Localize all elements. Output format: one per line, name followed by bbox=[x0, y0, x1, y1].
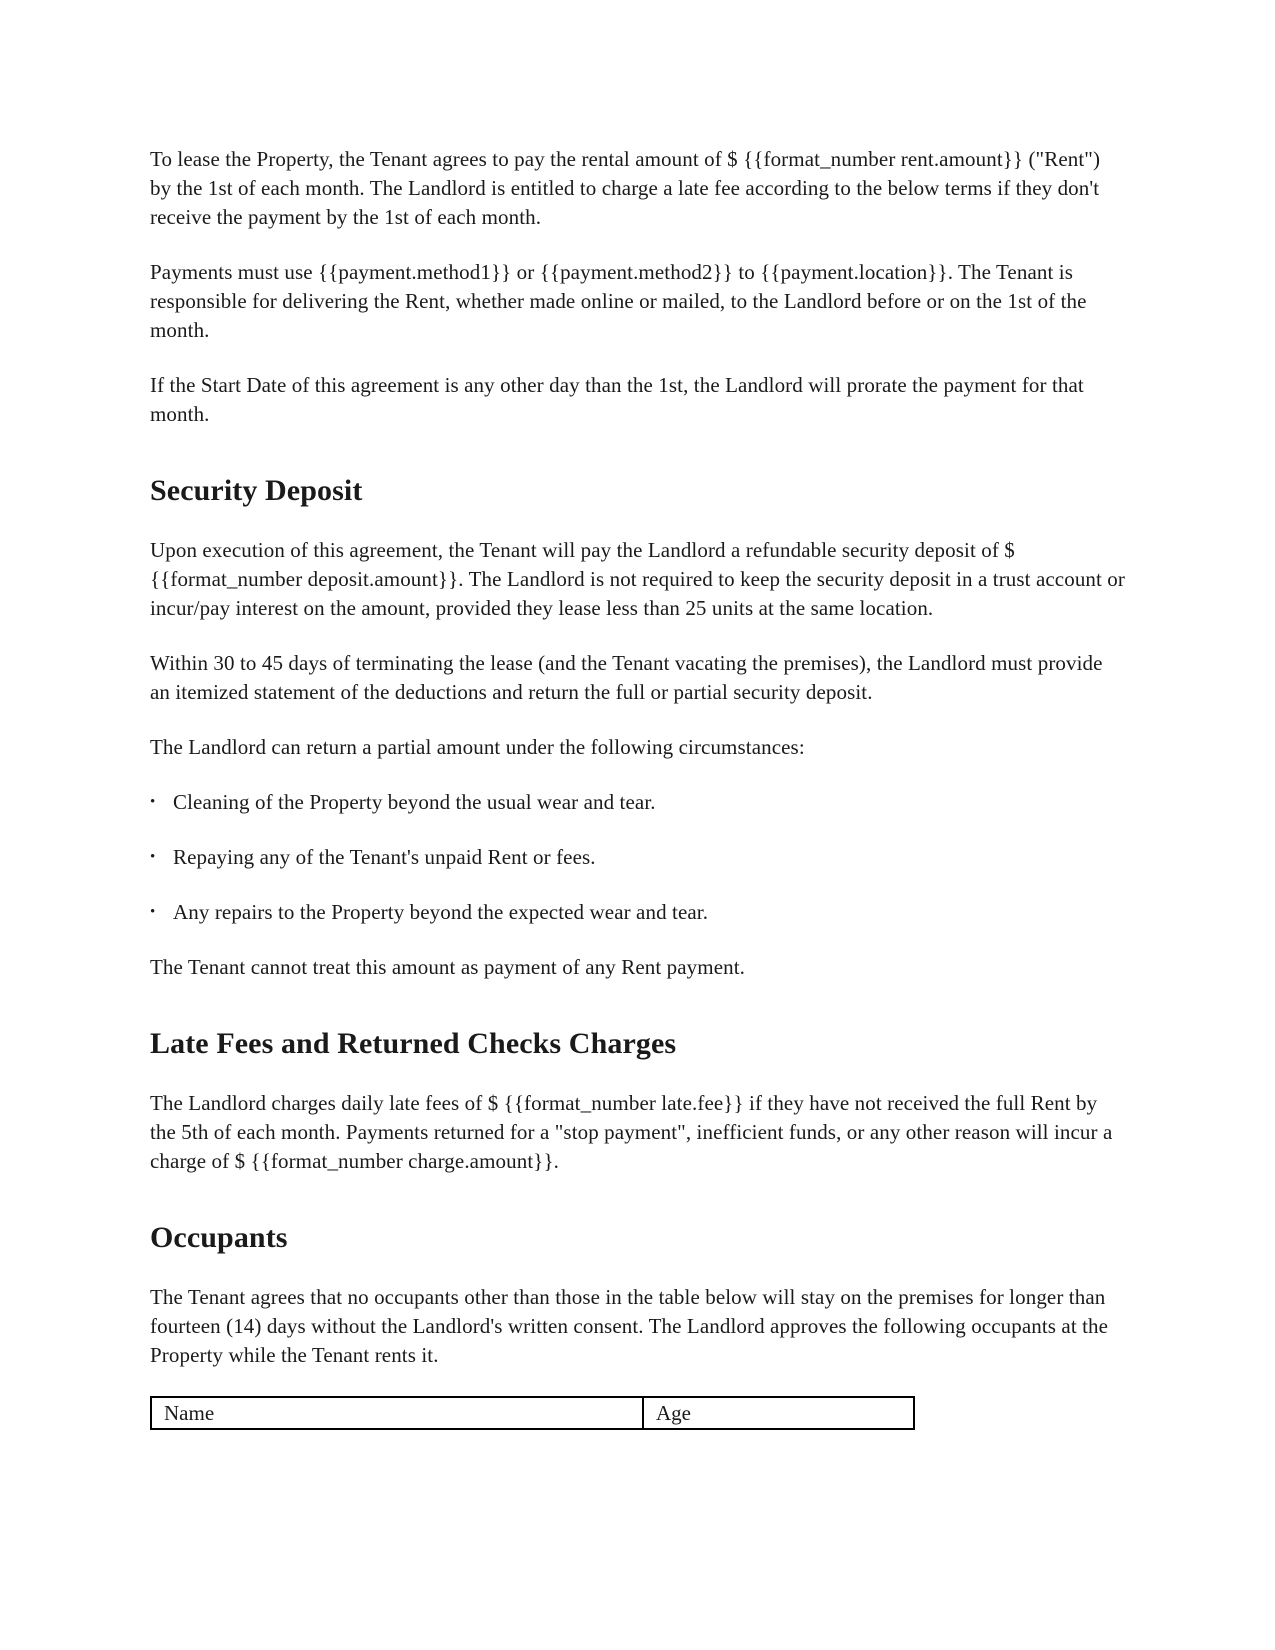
paragraph: Upon execution of this agreement, the Tenant will pay the Landlord a refundable security deposit of $ {{format_number deposit.amount}}. The Landlord is not required to keep the security deposit in a trust account or incur/pay interest on the amount, provided they lease less than 25 units at the same location. bbox=[150, 538, 1125, 620]
table-header-cell-name: Name bbox=[151, 1397, 643, 1429]
section-heading: Late Fees and Returned Checks Charges bbox=[150, 1027, 677, 1060]
document-content bbox=[150, 145, 1125, 1430]
bullet-text: Cleaning of the Property beyond the usual wear and tear. bbox=[173, 790, 656, 814]
paragraph: Payments must use {{payment.method1}} or {{payment.method2}} to {{payment.location}}. The Tenant is responsible for delivering the Rent, whether made online or mailed, to the Landlord before or on the 1st of the month. bbox=[150, 260, 1087, 342]
section-heading: Occupants bbox=[150, 1221, 288, 1254]
paragraph: Within 30 to 45 days of terminating the lease (and the Tenant vacating the premises), the Landlord must provide an itemized statement of the deductions and return the full or partial security deposit. bbox=[150, 651, 1103, 704]
paragraph: The Landlord can return a partial amount under the following circumstances: bbox=[150, 735, 805, 759]
paragraph: The Landlord charges daily late fees of $ {{format_number late.fee}} if they have not received the full Rent by the 5th of each month. Payments returned for a "stop payment", inefficient funds, or any other reason will incur a charge of $ {{format_number charge.amount}}. bbox=[150, 1091, 1113, 1173]
section-heading: Security Deposit bbox=[150, 474, 363, 507]
bullet-marker: • bbox=[150, 849, 156, 865]
bullet-text: Repaying any of the Tenant's unpaid Rent or fees. bbox=[173, 845, 596, 869]
occupants-table-header-row bbox=[151, 1397, 914, 1429]
bullet-item bbox=[150, 788, 1125, 817]
bullet-marker: • bbox=[150, 904, 156, 920]
bullet-marker: • bbox=[150, 794, 156, 810]
occupants-table bbox=[150, 1396, 915, 1430]
paragraph: To lease the Property, the Tenant agrees to pay the rental amount of $ {{format_number rent.amount}} ("Rent") by the 1st of each month. The Landlord is entitled to charge a late fee according to the below terms if they don't receive the payment by the 1st of each month. bbox=[150, 147, 1101, 229]
table-header-cell-age: Age bbox=[643, 1397, 914, 1429]
bullet-text: Any repairs to the Property beyond the expected wear and tear. bbox=[173, 900, 709, 924]
paragraph: The Tenant agrees that no occupants other than those in the table below will stay on the premises for longer than fourteen (14) days without the Landlord's written consent. The Landlord approves the following occupants at the Property while the Tenant rents it. bbox=[150, 1285, 1109, 1367]
paragraph: The Tenant cannot treat this amount as payment of any Rent payment. bbox=[150, 955, 746, 979]
bullet-item bbox=[150, 898, 1125, 927]
bullet-item bbox=[150, 843, 1125, 872]
paragraph: If the Start Date of this agreement is any other day than the 1st, the Landlord will prorate the payment for that month. bbox=[150, 373, 1084, 426]
